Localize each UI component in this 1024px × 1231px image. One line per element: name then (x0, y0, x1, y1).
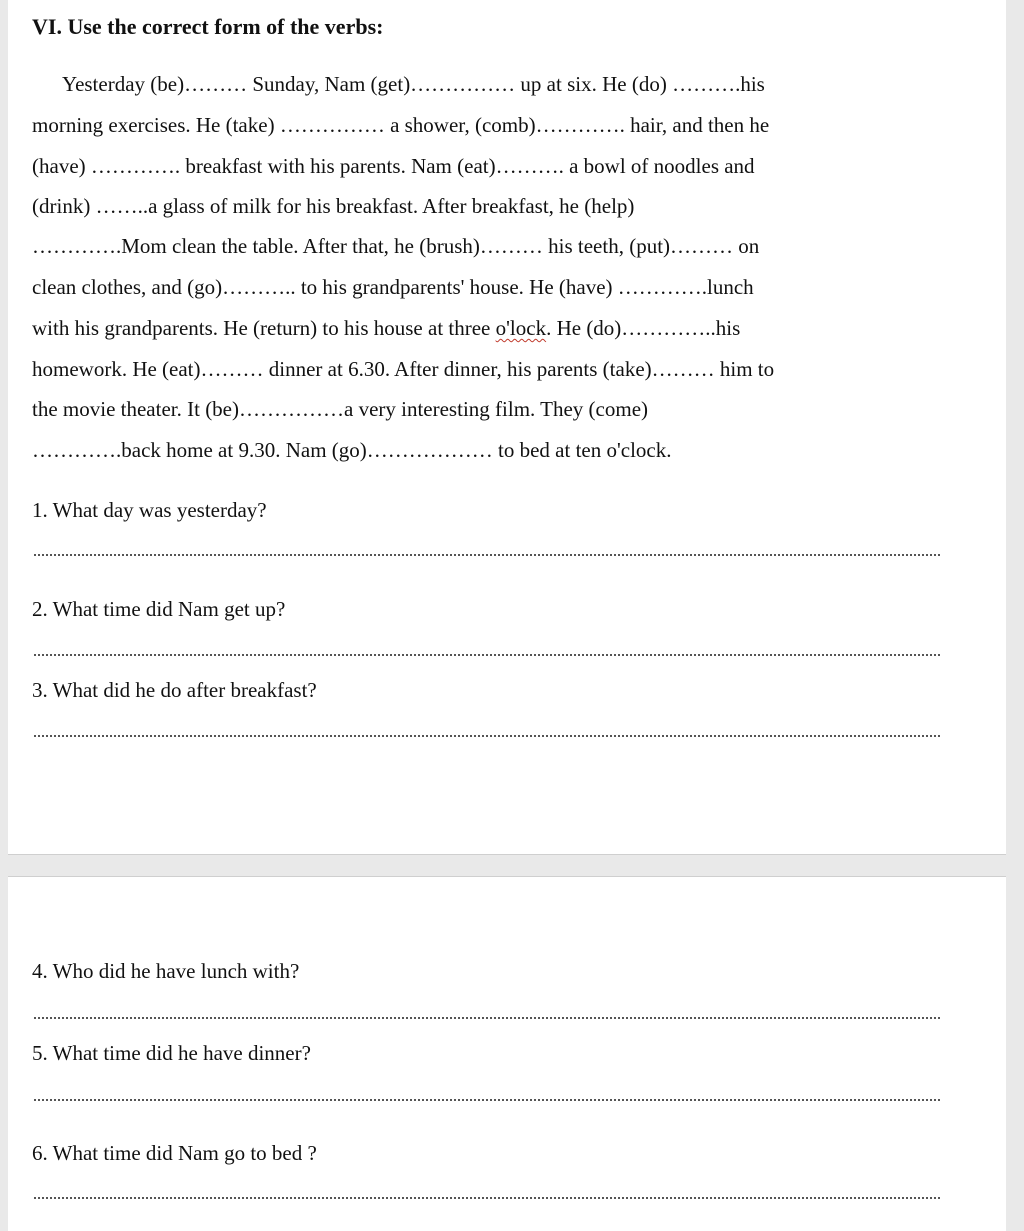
answer-line-6[interactable] (34, 1197, 940, 1199)
answer-line-3[interactable] (34, 735, 940, 737)
passage-line-10: ………….back home at 9.30. Nam (go)……………… to bed at ten o'clock. (32, 438, 672, 462)
passage-line-7 (32, 314, 932, 342)
passage-line-9: the movie theater. It (be)……………a very interesting film. They (come) (32, 397, 649, 421)
answer-line-1[interactable] (34, 554, 940, 556)
question-1: 1. What day was yesterday? (32, 498, 267, 522)
answer-line-2[interactable] (34, 654, 940, 656)
passage-line-7-start: with his grandparents. He (return) to his house at three (32, 316, 496, 340)
question-4: 4. Who did he have lunch with? (32, 959, 300, 983)
question-3: 3. What did he do after breakfast? (32, 678, 317, 702)
question-6: 6. What time did Nam go to bed ? (32, 1141, 317, 1165)
question-2: 2. What time did Nam get up? (32, 597, 286, 621)
passage-line-2: morning exercises. He (take) …………… a shower, (comb)…………. hair, and then he (32, 113, 770, 137)
answer-line-5[interactable] (34, 1099, 940, 1101)
question-5: 5. What time did he have dinner? (32, 1041, 311, 1065)
passage-line-8: homework. He (eat)……… dinner at 6.30. After dinner, his parents (take)……… him to (32, 357, 775, 381)
page-1 (8, 0, 1006, 855)
passage-line-4: (drink) ……..a glass of milk for his breakfast. After breakfast, he (help) (32, 194, 635, 218)
passage-line-7-end: . He (do)…………..his (546, 316, 741, 340)
passage-line-5: ………….Mom clean the table. After that, he (brush)……… his teeth, (put)……… on (32, 234, 760, 258)
passage-line-1: Yesterday (be)……… Sunday, Nam (get)…………… up at six. He (do) ……….his (62, 72, 765, 96)
spelling-error-word: o'lock (495, 316, 547, 340)
page-2 (8, 876, 1006, 1231)
answer-line-4[interactable] (34, 1017, 940, 1019)
exercise-heading: VI. Use the correct form of the verbs: (32, 14, 384, 39)
passage-line-3: (have) …………. breakfast with his parents. Nam (eat)………. a bowl of noodles and (32, 154, 755, 178)
passage-line-6: clean clothes, and (go)……….. to his grandparents' house. He (have) ………….lunch (32, 275, 754, 299)
